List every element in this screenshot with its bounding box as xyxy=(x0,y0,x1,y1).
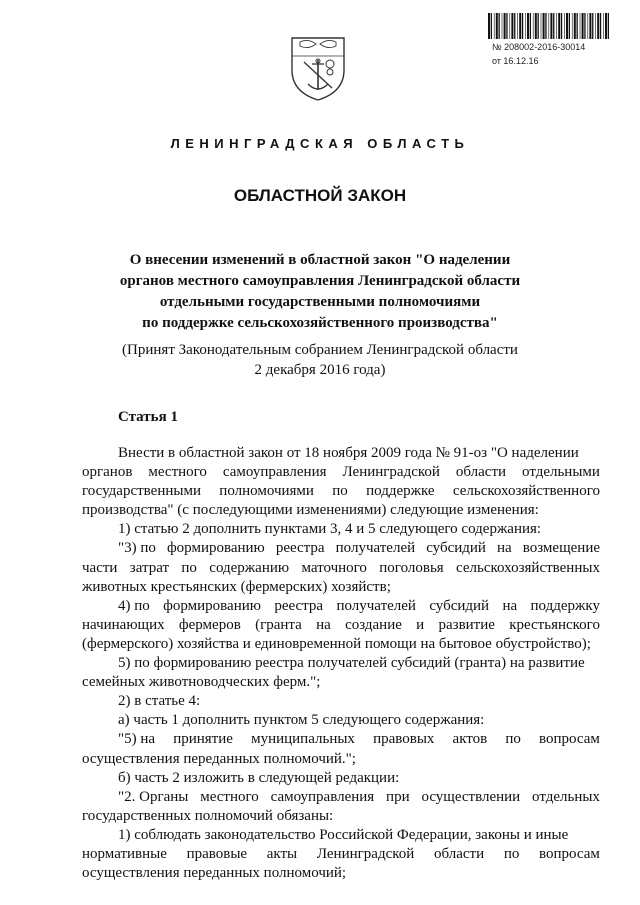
body-word: субсидий xyxy=(426,540,486,557)
article-heading: Статья 1 xyxy=(118,409,178,425)
body-word: на xyxy=(316,616,331,633)
body-word: государственных полномочий обязаны: xyxy=(82,807,334,824)
barcode-bar xyxy=(566,13,568,39)
body-word: затрат xyxy=(129,559,170,576)
barcode-bar xyxy=(592,13,593,39)
barcode-bar xyxy=(595,13,596,39)
body-word: сельскохозяйственных xyxy=(456,559,600,576)
barcode-bar xyxy=(556,13,557,39)
barcode-bar xyxy=(549,13,550,39)
barcode-bar xyxy=(499,13,500,39)
body-word: субсидий xyxy=(429,597,490,614)
body-word: развитие xyxy=(438,616,495,633)
barcode xyxy=(488,13,612,39)
barcode-bar xyxy=(511,13,513,39)
body-word: возмещение xyxy=(522,540,600,557)
barcode-bar xyxy=(580,13,581,39)
body-line xyxy=(82,559,600,578)
adoption-line: (Принят Законодательным собранием Ленинградской области xyxy=(122,342,518,358)
body-line xyxy=(82,692,600,711)
body-line xyxy=(82,864,600,883)
body-word: производства" (с последующими изменениями) следующие изменения: xyxy=(82,502,539,519)
barcode-bar xyxy=(535,13,537,39)
barcode-bar xyxy=(589,13,591,39)
body-line xyxy=(82,711,600,730)
body-line xyxy=(82,826,600,845)
barcode-bar xyxy=(491,13,492,39)
body-word: реестра xyxy=(274,597,324,614)
body-word: реестра xyxy=(275,540,325,557)
title-line: по поддержке сельскохозяйственного производства" xyxy=(142,315,498,331)
barcode-bar xyxy=(541,13,542,39)
barcode-bar xyxy=(603,13,604,39)
article-body xyxy=(82,444,600,883)
barcode-bar xyxy=(510,13,511,39)
barcode-bar xyxy=(577,13,578,39)
body-word: актов xyxy=(452,731,488,748)
body-line xyxy=(82,482,600,501)
barcode-bar xyxy=(533,13,534,39)
barcode-bar xyxy=(504,13,506,39)
barcode-bar xyxy=(605,13,607,39)
body-word: маточного xyxy=(301,559,367,576)
barcode-bar xyxy=(496,13,498,39)
body-line xyxy=(82,769,600,788)
barcode-bar xyxy=(514,13,515,39)
barcode-bar xyxy=(517,13,518,39)
body-word: осуществлении xyxy=(421,788,521,805)
body-line xyxy=(82,578,600,597)
document-type: ОБЛАСТНОЙ ЗАКОН xyxy=(233,186,407,205)
body-word: поголовья xyxy=(379,559,444,576)
body-line xyxy=(82,673,600,692)
barcode-bar xyxy=(553,13,554,39)
body-word: Ленинградской xyxy=(316,845,415,862)
body-word: местного xyxy=(148,464,207,481)
body-word: 4) по xyxy=(118,597,150,614)
body-word: отдельных xyxy=(532,788,600,805)
barcode-bar xyxy=(597,13,599,39)
body-word: муниципальных xyxy=(251,731,355,748)
coat-of-arms-emblem xyxy=(286,34,350,104)
body-word: принятие xyxy=(173,731,233,748)
body-word: на xyxy=(502,597,518,614)
body-word: Ленинградской xyxy=(342,464,440,481)
barcode-bar xyxy=(506,13,507,39)
body-line xyxy=(82,444,600,463)
body-word: поддержке xyxy=(366,483,435,500)
body-word: 1) статью 2 дополнить пунктами 3, 4 и 5 следующего содержания: xyxy=(118,521,542,538)
body-line xyxy=(82,539,600,558)
barcode-bar xyxy=(569,13,570,39)
barcode-bar xyxy=(572,13,573,39)
body-word: местного xyxy=(200,788,259,805)
barcode-bar xyxy=(558,13,560,39)
barcode-bar xyxy=(519,13,521,39)
body-word: получателей xyxy=(336,597,416,614)
body-word: правовые xyxy=(186,845,248,862)
barcode-bar xyxy=(502,13,503,39)
registration-date: от 16.12.16 xyxy=(492,56,539,66)
barcode-bar xyxy=(545,13,546,39)
body-word: по xyxy=(503,845,520,862)
body-line xyxy=(82,845,600,864)
body-line xyxy=(82,616,600,635)
body-line xyxy=(82,807,600,826)
body-word: по xyxy=(505,731,521,748)
law-title xyxy=(60,250,580,334)
body-line xyxy=(82,501,600,520)
barcode-bar xyxy=(543,13,545,39)
title-line: отдельными государственными полномочиями xyxy=(159,294,481,310)
barcode-bar xyxy=(600,13,601,39)
body-word: самоуправления xyxy=(270,788,375,805)
body-word: крестьянского xyxy=(509,616,600,633)
body-word: б) часть 2 изложить в следующей редакции: xyxy=(118,769,400,786)
barcode-bar xyxy=(550,13,552,39)
barcode-bar xyxy=(608,13,609,39)
body-word: "5) на xyxy=(118,731,156,748)
body-word: получателей xyxy=(335,540,416,557)
body-word: области xyxy=(455,464,507,481)
body-word: и xyxy=(416,616,425,633)
barcode-bar xyxy=(488,13,490,39)
body-word: вопросам xyxy=(539,731,600,748)
body-word: самоуправления xyxy=(222,464,327,481)
body-line xyxy=(82,597,600,616)
body-word: семейных животноводческих ферм."; xyxy=(82,674,321,691)
body-word: 1) соблюдать законодательство Российской Федерации, законы и иные xyxy=(118,826,569,843)
barcode-bar xyxy=(561,13,562,39)
body-word: 5) по формированию реестра получателей субсидий (гранта) на развитие xyxy=(118,655,585,672)
body-word: органов xyxy=(82,464,133,481)
barcode-bar xyxy=(588,13,589,39)
body-line xyxy=(82,750,600,769)
body-word: сельскохозяйственного xyxy=(452,483,600,500)
body-word: 2) в статье 4: xyxy=(118,693,201,710)
body-word: начинающих xyxy=(82,616,165,633)
body-word: отдельными xyxy=(522,464,600,481)
body-word: создание xyxy=(345,616,402,633)
region-name: ЛЕНИНГРАДСКАЯ ОБЛАСТЬ xyxy=(170,136,470,151)
registration-number: № 208002-2016-30014 xyxy=(492,42,586,52)
body-word: формированию xyxy=(166,540,265,557)
body-word: (гранта xyxy=(255,616,302,633)
body-word: нормативные xyxy=(82,845,167,862)
body-line xyxy=(82,635,600,654)
body-word: государственными xyxy=(82,483,201,500)
body-word: формированию xyxy=(163,597,261,614)
barcode-bar xyxy=(525,13,526,39)
title-line: О внесении изменений в областной закон "О наделении xyxy=(129,252,511,268)
adoption-line: 2 декабря 2016 года) xyxy=(254,362,386,378)
barcode-bar xyxy=(527,13,529,39)
barcode-bar xyxy=(494,13,495,39)
body-line xyxy=(82,730,600,749)
body-word: осуществления переданных полномочий."; xyxy=(82,750,356,767)
adoption-note xyxy=(60,340,580,380)
body-word: области xyxy=(433,845,485,862)
body-word: Внести в областной закон от 18 ноября 2009 года № 91-оз "О наделении xyxy=(118,445,579,461)
body-word: фермеров xyxy=(178,616,241,633)
barcode-bar xyxy=(574,13,576,39)
body-line xyxy=(82,788,600,807)
body-word: части xyxy=(82,559,118,576)
body-word: при xyxy=(386,788,410,805)
body-line xyxy=(82,463,600,482)
body-word: а) часть 1 дополнить пунктом 5 следующего содержания: xyxy=(118,712,485,729)
barcode-bar xyxy=(530,13,531,39)
barcode-bar xyxy=(522,13,523,39)
body-line xyxy=(82,654,600,673)
barcode-bar xyxy=(538,13,539,39)
barcode-bar xyxy=(582,13,584,39)
body-word: по xyxy=(332,483,348,500)
body-word: полномочиями xyxy=(219,483,314,500)
title-line: органов местного самоуправления Ленинградской области xyxy=(119,273,521,289)
body-line xyxy=(82,520,600,539)
body-word: осуществления переданных полномочий; xyxy=(82,865,347,882)
body-word: "3) по xyxy=(118,540,156,557)
barcode-bar xyxy=(584,13,585,39)
body-word: на xyxy=(497,540,512,557)
body-word: содержанию xyxy=(209,559,290,576)
body-word: вопросам xyxy=(539,845,600,862)
body-word: (фермерского) хозяйства и единовременной помощи на бытовое обустройство); xyxy=(82,635,591,652)
body-word: правовых xyxy=(373,731,435,748)
body-word: животных крестьянских (фермерских) хозяйств; xyxy=(82,578,391,595)
barcode-bar xyxy=(564,13,565,39)
body-word: "2. Органы xyxy=(118,788,189,805)
body-word: по xyxy=(181,559,197,576)
body-word: поддержку xyxy=(530,597,600,614)
body-word: акты xyxy=(266,845,298,862)
